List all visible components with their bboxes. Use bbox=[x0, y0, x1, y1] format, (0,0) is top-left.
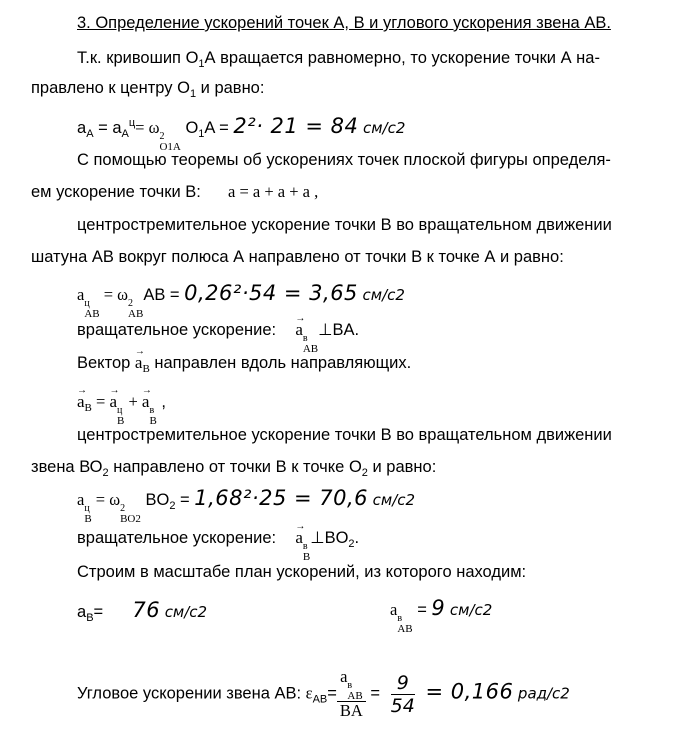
paragraph-3-line-2: шатуна АВ вокруг полюса А направлено от точки В к точке А и равно: bbox=[31, 248, 564, 266]
paragraph-6-line-2: звена $ВО_2$ направлено от точки В к точке $О_2$ и равно: bbox=[31, 458, 437, 479]
rotational-accel-B: вращательное ускорение: → a в B $\perp BO_2$. bbox=[77, 528, 359, 562]
handwritten-calc-aB: 1,68²·25 = 70,6 bbox=[194, 486, 369, 510]
handwritten-calc-aA: 2²· 21 = 84 bbox=[233, 114, 359, 138]
paragraph-8: Строим в масштабе план ускорений, из которого находим: bbox=[77, 563, 527, 581]
handwritten-unit: см/с2 bbox=[449, 601, 493, 619]
vector-equation-aB: a = a + a + a , bbox=[228, 182, 319, 201]
handwritten-epsilon-value: = 0,166 bbox=[425, 679, 514, 704]
formula-aA: $a_A = a_A^ц= \omega$ 2 O1A $O_1A = 2^2\cdot 21 = 84$ см/с2 bbox=[77, 114, 406, 153]
formula-aB-c: a ц B = ω 2 BO2 $BO_2 = 1,68^2\cdot 25 = 70,6$ см/с2 bbox=[77, 486, 416, 525]
paragraph-6-line-1: центростремительное ускорение точки В во вращательном движении bbox=[77, 426, 612, 444]
handwritten-aB-value: 76 bbox=[132, 598, 161, 622]
fraction-aAB-over-BA: a в AB BA bbox=[337, 668, 366, 720]
paragraph-2-line-2: ем ускорение точки В: a = a + a + a , bbox=[31, 182, 319, 201]
result-aAB-rot: a в AB = 9 см/с2 bbox=[390, 596, 493, 635]
handwritten-fraction: $\frac{9}{54}$ bbox=[390, 671, 415, 717]
section-heading: 3. Определение ускорений точек А, В и углового ускорения звена АВ. bbox=[77, 14, 611, 32]
paragraph-1-line-2: правлено к центру $О_1$ и равно: bbox=[31, 79, 265, 100]
handwritten-aAB-value: 9 bbox=[431, 596, 446, 620]
result-aB: $a_B= 76$ см/с2 bbox=[77, 598, 208, 624]
paragraph-3-line-1: центростремительное ускорение точки В во вращательном движении bbox=[77, 216, 612, 234]
handwritten-unit: см/с2 bbox=[164, 603, 208, 621]
paragraph-2-line-1: С помощью теоремы об ускорениях точек плоской фигуры определя- bbox=[77, 151, 611, 169]
handwritten-unit: см/с2 bbox=[362, 119, 406, 137]
angular-acceleration: Угловое ускорении звена АВ: $\varepsilon_{AB}=$ a в AB BA = $\frac{9}{54}$ = 0,166 рад/с2 bbox=[77, 667, 570, 720]
handwritten-unit: рад/с2 bbox=[517, 684, 570, 703]
handwritten-unit: см/с2 bbox=[362, 286, 405, 304]
handwritten-calc-aAB: 0,26²·54 = 3,65 bbox=[184, 281, 358, 305]
paragraph-1-line-1: Т.к. кривошип $О_1А$ вращается равномерно, то ускорение точки А на- bbox=[77, 49, 600, 70]
vector-aB-direction: Вектор → $a_B$ направлен вдоль направляющих. bbox=[77, 353, 411, 379]
handwritten-unit: см/с2 bbox=[372, 491, 416, 509]
rotational-accel-AB: вращательное ускорение: → a в AB ⊥BA. bbox=[77, 320, 359, 354]
formula-aAB-c: a ц AB = ω 2 AB AB = 0,26²·54 = 3,65 см/с2 bbox=[77, 281, 405, 320]
formula-aB-sum: → $a_B$ = → a ц B + → a в B , bbox=[77, 392, 166, 426]
